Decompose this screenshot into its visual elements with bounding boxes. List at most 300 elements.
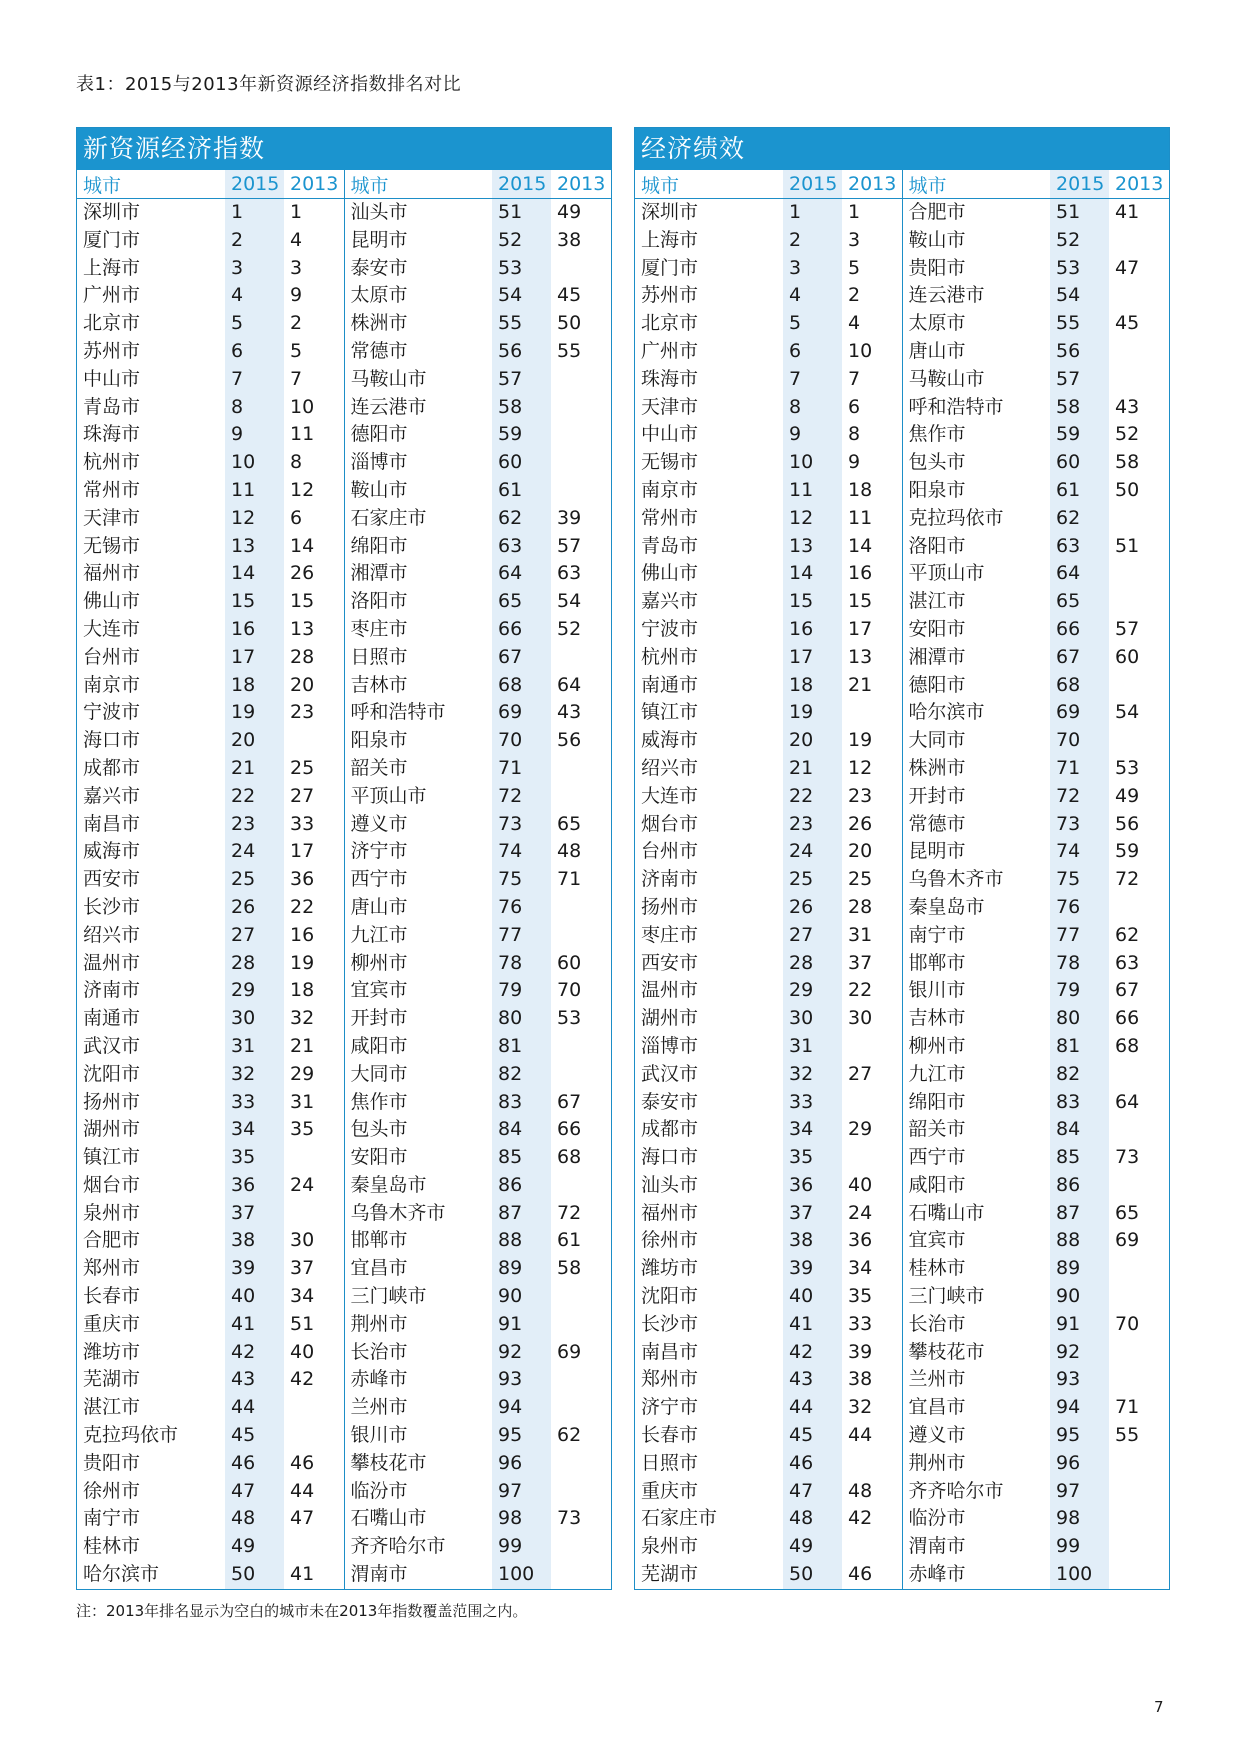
rank-2013-cell: 27 (290, 784, 315, 807)
rank-2015-cell: 51 (1050, 199, 1109, 227)
rank-2013-cell (551, 1061, 611, 1089)
city-cell: 开封市 (344, 1005, 492, 1033)
rank-2015-cell: 65 (492, 588, 551, 616)
table-row (77, 1339, 611, 1367)
rank-2015-cell: 59 (1050, 421, 1109, 449)
rank-2013-cell: 18 (848, 478, 873, 501)
rank-2015-cell: 33 (225, 1089, 284, 1117)
city-cell: 赤峰市 (902, 1561, 1050, 1589)
table-row (635, 1311, 1169, 1339)
table-row (635, 477, 1169, 505)
table-row (77, 755, 611, 783)
rank-2013-cell: 57 (1115, 617, 1140, 640)
rank-2015-cell: 35 (783, 1144, 842, 1172)
city-cell: 武汉市 (83, 1034, 141, 1057)
city-cell: 桂林市 (902, 1255, 1050, 1283)
rank-2013-cell (1109, 894, 1169, 922)
city-cell: 乌鲁木齐市 (344, 1200, 492, 1228)
table-row (635, 616, 1169, 644)
city-cell: 临汾市 (902, 1505, 1050, 1533)
rank-2015-cell: 97 (1050, 1478, 1109, 1506)
city-cell: 吉林市 (902, 1005, 1050, 1033)
rank-2015-cell: 3 (783, 255, 842, 283)
city-cell: 珠海市 (83, 423, 141, 446)
table-row (635, 1255, 1169, 1283)
city-cell: 攀枝花市 (344, 1450, 492, 1478)
table-row (635, 922, 1169, 950)
rank-2015-cell: 78 (1050, 950, 1109, 978)
rank-2015-cell: 36 (225, 1172, 284, 1200)
table-row (635, 1200, 1169, 1228)
table-row (635, 1172, 1169, 1200)
rank-2015-cell: 5 (225, 310, 284, 338)
rank-2013-cell: 28 (290, 645, 315, 668)
city-cell: 湘潭市 (344, 560, 492, 588)
rank-2013-cell: 9 (290, 284, 303, 307)
rank-2013-cell (551, 421, 611, 449)
table-row (635, 1061, 1169, 1089)
table-row (77, 783, 611, 811)
table-row (77, 1561, 611, 1589)
city-cell: 威海市 (83, 840, 141, 863)
rank-2015-cell: 77 (492, 922, 551, 950)
rank-2015-cell: 70 (492, 727, 551, 755)
rank-2015-cell: 37 (783, 1200, 842, 1228)
table-row (77, 505, 611, 533)
rank-2015-cell: 31 (783, 1033, 842, 1061)
table-row (77, 950, 611, 978)
column-header-2013: 2013 (842, 170, 902, 199)
rank-2013-cell: 15 (290, 590, 315, 613)
city-cell: 郑州市 (83, 1257, 141, 1280)
rank-2013-cell: 62 (1115, 923, 1140, 946)
city-cell: 温州市 (641, 979, 699, 1002)
rank-2013-cell (284, 727, 344, 755)
table-header-row (77, 170, 611, 199)
city-cell: 临汾市 (344, 1478, 492, 1506)
table-row (635, 783, 1169, 811)
city-cell: 潍坊市 (83, 1340, 141, 1363)
city-cell: 枣庄市 (641, 923, 699, 946)
rank-2013-cell (551, 783, 611, 811)
rank-2013-cell: 14 (290, 534, 315, 557)
table-row (635, 644, 1169, 672)
city-cell: 上海市 (641, 228, 699, 251)
table-row (635, 282, 1169, 310)
rank-2015-cell: 49 (225, 1533, 284, 1561)
rank-2013-cell: 64 (1115, 1090, 1140, 1113)
rank-2013-cell: 42 (290, 1368, 315, 1391)
city-cell: 绍兴市 (83, 923, 141, 946)
rank-2015-cell: 6 (783, 338, 842, 366)
city-cell: 哈尔滨市 (83, 1563, 160, 1586)
city-cell: 鞍山市 (344, 477, 492, 505)
rank-2013-cell: 53 (1115, 756, 1140, 779)
rank-2015-cell: 55 (1050, 310, 1109, 338)
table-row (635, 227, 1169, 255)
rank-2015-cell: 53 (492, 255, 551, 283)
city-cell: 洛阳市 (344, 588, 492, 616)
rank-2015-cell: 65 (1050, 588, 1109, 616)
city-cell: 银川市 (902, 977, 1050, 1005)
city-cell: 贵阳市 (902, 255, 1050, 283)
rank-2013-cell: 13 (290, 617, 315, 640)
rank-2015-cell: 74 (492, 838, 551, 866)
column-header-2015: 2015 (225, 170, 284, 199)
city-cell: 株洲市 (902, 755, 1050, 783)
city-cell: 长春市 (641, 1424, 699, 1447)
rank-2015-cell: 88 (1050, 1227, 1109, 1255)
rank-2015-cell: 66 (1050, 616, 1109, 644)
city-cell: 淄博市 (641, 1034, 699, 1057)
rank-2015-cell: 7 (225, 366, 284, 394)
city-cell: 重庆市 (83, 1312, 141, 1335)
table-row (635, 449, 1169, 477)
table-row (77, 699, 611, 727)
rank-2013-cell (1109, 560, 1169, 588)
rank-2013-cell (551, 1450, 611, 1478)
city-cell: 威海市 (641, 729, 699, 752)
city-cell: 汕头市 (344, 199, 492, 227)
rank-2015-cell: 78 (492, 950, 551, 978)
rank-2013-cell: 68 (557, 1146, 582, 1169)
city-cell: 德阳市 (344, 421, 492, 449)
city-cell: 武汉市 (641, 1062, 699, 1085)
rank-2013-cell: 62 (557, 1424, 582, 1447)
rank-2015-cell: 47 (225, 1478, 284, 1506)
rank-2013-cell (1109, 1505, 1169, 1533)
rank-2015-cell: 40 (783, 1283, 842, 1311)
rank-2015-cell: 26 (225, 894, 284, 922)
city-cell: 南宁市 (902, 922, 1050, 950)
column-header-city: 城市 (902, 170, 1050, 199)
rank-2015-cell: 7 (783, 366, 842, 394)
rank-2015-cell: 98 (492, 1505, 551, 1533)
rank-2013-cell: 25 (848, 868, 873, 891)
table-row (77, 1422, 611, 1450)
city-cell: 佛山市 (83, 590, 141, 613)
rank-2013-cell: 41 (1115, 201, 1140, 223)
rank-2015-cell: 19 (225, 699, 284, 727)
rank-2013-cell: 24 (848, 1201, 873, 1224)
city-cell: 西宁市 (344, 866, 492, 894)
city-cell: 吉林市 (344, 672, 492, 700)
rank-2015-cell: 71 (492, 755, 551, 783)
rank-2015-cell: 50 (783, 1561, 842, 1589)
table-row (77, 644, 611, 672)
city-cell: 连云港市 (902, 282, 1050, 310)
rank-2013-cell: 20 (290, 673, 315, 696)
city-cell: 福州市 (83, 562, 141, 585)
rank-2015-cell: 46 (783, 1450, 842, 1478)
rank-2013-cell: 26 (290, 562, 315, 585)
rank-2013-cell: 73 (1115, 1146, 1140, 1169)
rank-2015-cell: 39 (225, 1255, 284, 1283)
rank-2015-cell: 12 (225, 505, 284, 533)
rank-2015-cell: 8 (225, 394, 284, 422)
rank-2013-cell (284, 1422, 344, 1450)
rank-2015-cell: 96 (1050, 1450, 1109, 1478)
column-header-city: 城市 (77, 170, 225, 199)
rank-2015-cell: 42 (225, 1339, 284, 1367)
table-row (77, 727, 611, 755)
city-cell: 连云港市 (344, 394, 492, 422)
rank-2015-cell: 14 (225, 560, 284, 588)
table-row (635, 1144, 1169, 1172)
city-cell: 贵阳市 (83, 1451, 141, 1474)
city-cell: 宜昌市 (902, 1394, 1050, 1422)
city-cell: 济宁市 (641, 1396, 699, 1419)
rank-2015-cell: 24 (225, 838, 284, 866)
city-cell: 唐山市 (902, 338, 1050, 366)
rank-2015-cell: 90 (492, 1283, 551, 1311)
rank-2015-cell: 23 (225, 811, 284, 839)
rank-2015-cell: 2 (783, 227, 842, 255)
city-cell: 齐齐哈尔市 (902, 1478, 1050, 1506)
rank-2013-cell: 73 (557, 1507, 582, 1530)
rank-2013-cell: 30 (290, 1229, 315, 1252)
city-cell: 九江市 (344, 922, 492, 950)
city-cell: 包头市 (902, 449, 1050, 477)
rank-2015-cell: 99 (492, 1533, 551, 1561)
rank-2013-cell: 56 (1115, 812, 1140, 835)
rank-2013-cell: 36 (848, 1229, 873, 1252)
table-row (77, 449, 611, 477)
rank-2013-cell (842, 1533, 902, 1561)
city-cell: 韶关市 (902, 1116, 1050, 1144)
ranking-table (77, 170, 611, 1589)
city-cell: 银川市 (344, 1422, 492, 1450)
city-cell: 珠海市 (641, 367, 699, 390)
rank-2013-cell: 65 (1115, 1201, 1140, 1224)
column-header-2015: 2015 (492, 170, 551, 199)
city-cell: 唐山市 (344, 894, 492, 922)
table-row (77, 1144, 611, 1172)
city-cell: 三门峡市 (344, 1283, 492, 1311)
rank-2013-cell (842, 1144, 902, 1172)
city-cell: 绵阳市 (902, 1089, 1050, 1117)
rank-2015-cell: 8 (783, 394, 842, 422)
city-cell: 沈阳市 (641, 1285, 699, 1308)
table-row (77, 811, 611, 839)
rank-2015-cell: 16 (783, 616, 842, 644)
rank-2015-cell: 48 (225, 1505, 284, 1533)
rank-2013-cell (1109, 727, 1169, 755)
rank-2015-cell: 67 (492, 644, 551, 672)
city-cell: 荆州市 (902, 1450, 1050, 1478)
table-row (77, 866, 611, 894)
city-cell: 大同市 (344, 1061, 492, 1089)
city-cell: 邯郸市 (344, 1227, 492, 1255)
panel-title: 经济绩效 (635, 128, 1169, 170)
rank-2013-cell (551, 366, 611, 394)
rank-2013-cell: 22 (848, 979, 873, 1002)
rank-2013-cell: 60 (1115, 645, 1140, 668)
table-row (77, 560, 611, 588)
city-cell: 焦作市 (902, 421, 1050, 449)
rank-2013-cell: 55 (1115, 1424, 1140, 1447)
rank-2013-cell (551, 894, 611, 922)
city-cell: 南通市 (83, 1007, 141, 1030)
table-row (635, 533, 1169, 561)
rank-2013-cell: 7 (290, 367, 303, 390)
rank-2013-cell: 50 (1115, 478, 1140, 501)
rank-2015-cell: 77 (1050, 922, 1109, 950)
table-row (77, 255, 611, 283)
rank-2015-cell: 31 (225, 1033, 284, 1061)
rank-2013-cell: 44 (290, 1479, 315, 1502)
city-cell: 广州市 (83, 284, 141, 307)
table-row (77, 894, 611, 922)
city-cell: 长沙市 (83, 895, 141, 918)
rank-2015-cell: 60 (492, 449, 551, 477)
rank-2013-cell (551, 1561, 611, 1589)
city-cell: 攀枝花市 (902, 1339, 1050, 1367)
rank-2013-cell: 1 (290, 201, 303, 223)
rank-2015-cell: 96 (492, 1450, 551, 1478)
rank-2013-cell: 70 (1115, 1312, 1140, 1335)
rank-2013-cell (551, 394, 611, 422)
rank-2015-cell: 53 (1050, 255, 1109, 283)
table-row (635, 394, 1169, 422)
rank-2015-cell: 80 (492, 1005, 551, 1033)
rank-2013-cell: 21 (848, 673, 873, 696)
city-cell: 宁波市 (641, 617, 699, 640)
city-cell: 合肥市 (83, 1229, 141, 1252)
rank-2013-cell: 71 (1115, 1396, 1140, 1419)
rank-2015-cell: 87 (1050, 1200, 1109, 1228)
city-cell: 湛江市 (902, 588, 1050, 616)
rank-2015-cell: 28 (783, 950, 842, 978)
city-cell: 镇江市 (83, 1146, 141, 1169)
rank-2015-cell: 44 (783, 1394, 842, 1422)
rank-2015-cell: 17 (783, 644, 842, 672)
city-cell: 洛阳市 (902, 533, 1050, 561)
rank-2013-cell: 55 (557, 339, 582, 362)
rank-2015-cell: 61 (492, 477, 551, 505)
rank-2015-cell: 17 (225, 644, 284, 672)
rank-2013-cell: 38 (848, 1368, 873, 1391)
rank-2015-cell: 51 (492, 199, 551, 227)
table-row (77, 1366, 611, 1394)
city-cell: 大连市 (641, 784, 699, 807)
table-row (635, 699, 1169, 727)
rank-2013-cell (551, 922, 611, 950)
rank-2013-cell: 5 (848, 256, 861, 279)
table-row (635, 1561, 1169, 1589)
rank-2013-cell: 68 (1115, 1034, 1140, 1057)
rank-2015-cell: 6 (225, 338, 284, 366)
rank-2015-cell: 75 (1050, 866, 1109, 894)
city-cell: 绵阳市 (344, 533, 492, 561)
city-cell: 兰州市 (902, 1366, 1050, 1394)
table-row (635, 755, 1169, 783)
table-row (635, 866, 1169, 894)
rank-2015-cell: 86 (492, 1172, 551, 1200)
city-cell: 平顶山市 (344, 783, 492, 811)
rank-2013-cell: 11 (290, 423, 315, 446)
city-cell: 常德市 (344, 338, 492, 366)
table-row (77, 1089, 611, 1117)
city-cell: 绍兴市 (641, 756, 699, 779)
table-row (635, 1366, 1169, 1394)
city-cell: 常州市 (641, 506, 699, 529)
rank-2015-cell: 46 (225, 1450, 284, 1478)
rank-2013-cell: 33 (848, 1312, 873, 1335)
rank-2013-cell: 20 (848, 840, 873, 863)
rank-2015-cell: 62 (1050, 505, 1109, 533)
rank-2015-cell: 73 (492, 811, 551, 839)
rank-2015-cell: 13 (783, 533, 842, 561)
rank-2013-cell: 7 (848, 367, 861, 390)
table-row (635, 588, 1169, 616)
rank-2013-cell (551, 1033, 611, 1061)
rank-2015-cell: 79 (492, 977, 551, 1005)
rank-2013-cell: 27 (848, 1062, 873, 1085)
city-cell: 阳泉市 (902, 477, 1050, 505)
city-cell: 赤峰市 (344, 1366, 492, 1394)
rank-2015-cell: 68 (1050, 672, 1109, 700)
table-row (635, 255, 1169, 283)
rank-2013-cell: 71 (557, 868, 582, 891)
table-row (77, 1116, 611, 1144)
rank-2013-cell (1109, 282, 1169, 310)
rank-2015-cell: 21 (225, 755, 284, 783)
table-row (77, 1505, 611, 1533)
rank-2015-cell: 94 (1050, 1394, 1109, 1422)
city-cell: 克拉玛依市 (83, 1424, 179, 1447)
rank-2013-cell: 44 (848, 1424, 873, 1447)
rank-2015-cell: 75 (492, 866, 551, 894)
rank-2015-cell: 59 (492, 421, 551, 449)
rank-2015-cell: 84 (1050, 1116, 1109, 1144)
city-cell: 阳泉市 (344, 727, 492, 755)
rank-2015-cell: 25 (783, 866, 842, 894)
rank-2013-cell: 31 (848, 923, 873, 946)
ranking-table (635, 170, 1169, 1589)
column-header-2015: 2015 (783, 170, 842, 199)
rank-2013-cell: 58 (1115, 451, 1140, 474)
rank-2015-cell: 16 (225, 616, 284, 644)
rank-2015-cell: 22 (783, 783, 842, 811)
city-cell: 邯郸市 (902, 950, 1050, 978)
rank-2015-cell: 64 (1050, 560, 1109, 588)
city-cell: 佛山市 (641, 562, 699, 585)
city-cell: 淄博市 (344, 449, 492, 477)
rank-2015-cell: 41 (783, 1311, 842, 1339)
rank-2015-cell: 27 (225, 922, 284, 950)
rank-2015-cell: 32 (225, 1061, 284, 1089)
rank-2013-cell: 34 (290, 1285, 315, 1308)
rank-2013-cell: 57 (557, 534, 582, 557)
rank-2015-cell: 97 (492, 1478, 551, 1506)
table-row (77, 1255, 611, 1283)
rank-2013-cell: 23 (290, 701, 315, 724)
table-row (635, 505, 1169, 533)
city-cell: 郑州市 (641, 1368, 699, 1391)
rank-2015-cell: 37 (225, 1200, 284, 1228)
city-cell: 宜宾市 (902, 1227, 1050, 1255)
city-cell: 咸阳市 (902, 1172, 1050, 1200)
rank-2013-cell: 32 (848, 1396, 873, 1419)
rank-2015-cell: 26 (783, 894, 842, 922)
table-caption: 表1：2015与2013年新资源经济指数排名对比 (76, 74, 462, 95)
rank-2013-cell (1109, 1172, 1169, 1200)
table-row (77, 1394, 611, 1422)
table-row (77, 922, 611, 950)
city-cell: 湛江市 (83, 1396, 141, 1419)
rank-2013-cell (842, 699, 902, 727)
